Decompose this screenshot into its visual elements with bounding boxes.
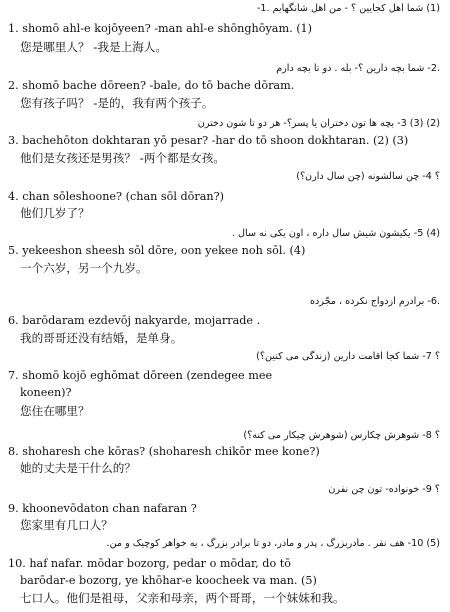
transliteration-line-5: 5. yekeeshon sheesh sōl dōre, oon yekee noh sōl. (4) <box>8 244 306 257</box>
transliteration-line-8: 8. shoharesh che kōras? (shoharesh chikōr mee kone?) <box>8 445 320 458</box>
transliteration-line-4: 4. chan sōleshoone? (chan sōl dōran?) <box>8 190 224 203</box>
persian-line-7: ؟ 7- شما کجا اقامت دارین (زندگی می کنین؟) <box>256 351 440 362</box>
transliteration-line-7: 7. shomō kojō eghōmat dōreen (zendegee mee <box>8 369 273 382</box>
chinese-line-4: 他们几岁了？ <box>20 206 90 220</box>
persian-line-10: (5) 10- هف نفر . مادربزرگ ، پدر و مادر، دو تا برادر بزرگ ، یه خواهر کوچیک و من. <box>106 538 440 549</box>
chinese-line-10: 七口人。他们是祖母，父亲和母亲，两个哥哥，一个妹妹和我。 <box>20 591 345 605</box>
persian-line-9: ؟ 9- خونواده- تون چن نفرن <box>328 484 440 495</box>
chinese-line-7: 您住在哪里？ <box>20 404 90 418</box>
chinese-line-8: 她的丈夫是干什么的？ <box>20 461 136 475</box>
chinese-line-9: 您家里有几口人？ <box>20 518 113 532</box>
chinese-line-1: 您是哪里人？ -我是上海人。 <box>20 40 167 54</box>
transliteration-line-1: 1. shomō ahl-e kojōyeen? -man ahl-e shōnghōyam. (1) <box>8 22 313 35</box>
transliteration-line-2: 2. shomō bache dōreen? -bale, do tō bache dōram. <box>8 79 295 92</box>
persian-line-3: (2) (3) 3- بچه ها تون دختران یا پسر؟- هر دو تا شون دخترن <box>197 118 440 129</box>
persian-line-2: .2- شما بچه دارین ؟- بله . دو تا بچه دارم <box>276 63 440 74</box>
chinese-line-2: 您有孩子吗？ -是的，我有两个孩子。 <box>20 96 214 110</box>
chinese-line-5: 一个六岁，另一个九岁。 <box>20 261 148 275</box>
persian-line-1: (1) شما اهل کجایین ؟ - من اهل شانگهایم .1- <box>256 3 440 14</box>
transliteration-line-10-cont: barōdar-e bozorg, ye khōhar-e koocheek va man. (5) <box>20 574 317 587</box>
persian-line-4: ؟ 4- چن سالشونه (چن سال دارن؟) <box>296 171 440 182</box>
transliteration-line-3: 3. bachehōton dokhtaran yō pesar? -har do tō shoon dokhtaran. (2) (3) <box>8 134 409 147</box>
persian-line-6: .6- برادرم ازدواج نکرده ، مجّرده <box>310 296 440 307</box>
transliteration-line-10: 10. haf nafar. mōdar bozorg, pedar o mōdar, do tō <box>8 557 291 570</box>
transliteration-line-9: 9. khoonevōdaton chan nafaran ? <box>8 502 197 515</box>
transliteration-line-7-cont: koneen)? <box>20 386 72 399</box>
chinese-line-3: 他们是女孩还是男孩？ -两个都是女孩。 <box>20 151 225 165</box>
chinese-line-6: 我的哥哥还没有结婚，是单身。 <box>20 331 183 345</box>
persian-line-8: ؟ 8- شوهرش چکارس (شوهرش چیکار می کنه؟) <box>243 430 440 441</box>
persian-line-5: (4) 5- یکیشون شیش سال داره ، اون یکی نه سال . <box>231 228 440 239</box>
transliteration-line-6: 6. barōdaram ezdevōj nakyarde, mojarrade . <box>8 314 261 327</box>
